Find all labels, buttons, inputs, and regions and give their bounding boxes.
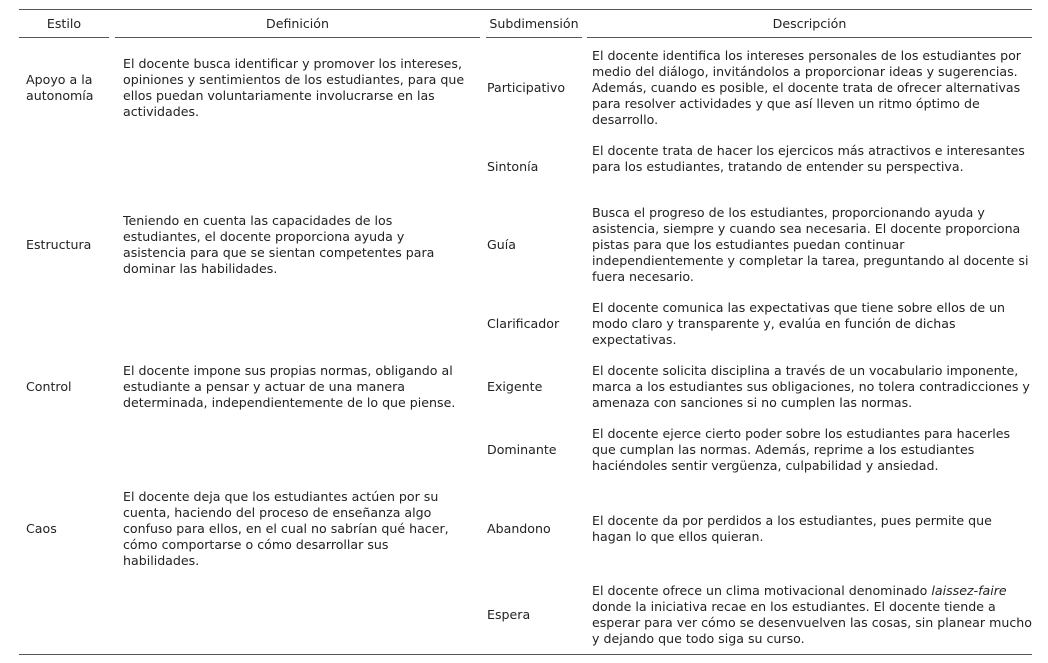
- descripcion-cell: El docente trata de hacer los ejercicos más atractivos e interesantes para los estudiantes, tratando de entender su perspectiva.: [592, 143, 1025, 175]
- descripcion-cell: El docente da por perdidos a los estudiantes, pues permite que hagan lo que ellos quieran.: [592, 513, 992, 545]
- subdimension-cell: Abandono: [487, 521, 551, 536]
- definicion-cell: El docente impone sus propias normas, obligando al estudiante a pensar y actuar de una manera determinada, independientemente de lo que piense.: [123, 363, 456, 411]
- definicion-cell: Teniendo en cuenta las capacidades de los estudiantes, el docente proporciona ayuda y asistencia para que se sientan competentes para dominar las habilidades.: [123, 213, 435, 277]
- definicion-cell: El docente deja que los estudiantes actúen por su cuenta, haciendo del proceso de enseñanza algo confuso para ellos, en el cual no sabrían qué hacer, cómo comportarse o cómo desarrollar sus habilidades.: [123, 489, 449, 569]
- estilo-cell: Estructura: [26, 237, 92, 252]
- styles-table: [19, 9, 1032, 655]
- table-bottom-rule: [19, 654, 1032, 655]
- estilo-cell: Control: [26, 379, 72, 394]
- header-rule: [486, 37, 582, 38]
- subdimension-cell: Participativo: [487, 80, 566, 95]
- header-definicion: Definición: [266, 16, 329, 31]
- descripcion-cell: Busca el progreso de los estudiantes, proporcionando ayuda y asistencia, siempre y cuando sea necesaria. El docente proporciona pistas para que los estudiantes puedan continuar independientemente y completar la tarea, preguntando al docente si fuera necesario.: [592, 205, 1029, 285]
- descripcion-text: donde la iniciativa recae en los estudiantes. El docente tiende a esperar para ver cómo se desenvuelven las cosas, sin planear mucho y dejando que todo siga su curso.: [592, 599, 1032, 647]
- estilo-cell: Caos: [26, 521, 57, 536]
- descripcion-cell: El docente ejerce cierto poder sobre los estudiantes para hacerles que cumplan las normas. Además, reprime a los estudiantes haciéndoles sentir vergüenza, culpabilidad y ansiedad.: [592, 426, 1011, 474]
- table-top-rule: [19, 9, 1032, 10]
- descripcion-emphasis: laissez-faire: [931, 583, 1007, 598]
- subdimension-cell: Espera: [487, 607, 531, 622]
- subdimension-cell: Exigente: [487, 379, 543, 394]
- definicion-cell: El docente busca identificar y promover los intereses, opiniones y sentimientos de los estudiantes, para que ellos puedan voluntariamente involucrarse en las actividades.: [123, 56, 465, 120]
- descripcion-cell: El docente identifica los intereses personales de los estudiantes por medio del diálogo, invitándolos a proporcionar ideas y sugerencias. Además, cuando es posible, el docente trata de ofrecer alternativas para resolver actividades y que así lleven un ritmo óptimo de desarrollo.: [592, 48, 1021, 128]
- subdimension-cell: Dominante: [487, 442, 557, 457]
- estilo-cell: Apoyo a la autonomía: [26, 72, 94, 104]
- descripcion-text: El docente ofrece un clima motivacional denominado: [592, 583, 932, 598]
- descripcion-cell: [592, 583, 1032, 647]
- header-rule: [115, 37, 480, 38]
- header-estilo: Estilo: [46, 16, 82, 31]
- header-rule: [19, 37, 109, 38]
- descripcion-cell: El docente comunica las expectativas que tiene sobre ellos de un modo claro y transparente y, evalúa en función de dichas expectativas.: [592, 300, 1006, 348]
- header-descripcion: Descripción: [772, 16, 847, 31]
- header-subdimension: Subdimensión: [489, 16, 579, 31]
- header-rule: [587, 37, 1032, 38]
- subdimension-cell: Sintonía: [487, 159, 539, 174]
- descripcion-cell: El docente solicita disciplina a través de un vocabulario imponente, marca a los estudiantes sus obligaciones, no tolera contradicciones y amenaza con sanciones si no cumplen las normas.: [592, 363, 1030, 411]
- subdimension-cell: Clarificador: [487, 316, 560, 331]
- subdimension-cell: Guía: [487, 237, 516, 252]
